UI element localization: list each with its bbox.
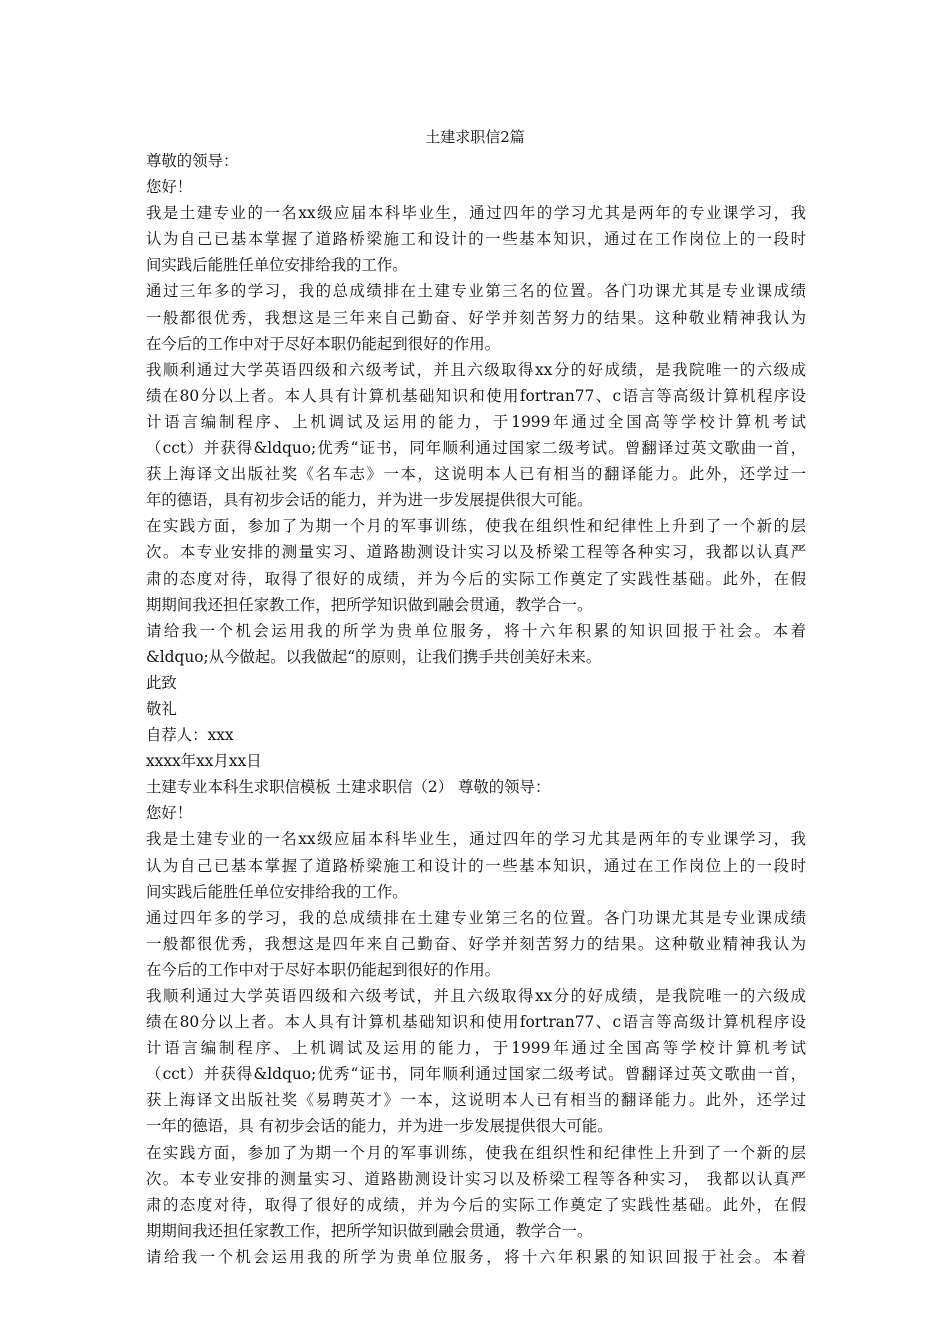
text-line: 绩在80分以上者。本人具有计算机基础知识和使用fortran77、c语言等高级计算机程序设: [146, 1013, 806, 1032]
text-line: 此致: [146, 673, 177, 692]
text-line: （cct）并获得&ldquo;优秀“证书，同年顺利通过国家二级考试。曾翻译过英文歌曲一首，: [146, 1065, 806, 1084]
text-line: 肃的态度对待，取得了很好的成绩，并为今后的实际工作奠定了实践性基础。此外，在假: [146, 569, 806, 588]
text-line: 次。本专业安排的测量实习、道路勘测设计实习以及桥梁工程等各种实习， 我都以认真严: [146, 1169, 806, 1188]
text-line: 自荐人：xxx: [146, 726, 234, 745]
text-line: 在实践方面，参加了为期一个月的军事训练，使我在组织性和纪律性上升到了一个新的层: [146, 517, 806, 536]
text-line: 间实践后能胜任单位安排给我的工作。: [146, 256, 408, 275]
text-line: 在今后的工作中对于尽好本职仍能起到很好的作用。: [146, 960, 500, 979]
text-line: 获上海译文出版社奖《易聘英才》一本，这说明本人已有相当的翻译能力。此外，还学过: [146, 1091, 806, 1110]
text-line: 在今后的工作中对于尽好本职仍能起到很好的作用。: [146, 334, 500, 353]
text-line: （cct）并获得&ldquo;优秀“证书，同年顺利通过国家二级考试。曾翻译过英文歌曲一首，: [146, 439, 806, 458]
text-line: 土建专业本科生求职信模板 土建求职信（2） 尊敬的领导：: [146, 778, 551, 797]
text-line: 尊敬的领导：: [146, 152, 239, 170]
text-line: 肃的态度对待，取得了很好的成绩，并为今后的实际工作奠定了实践性基础。此外，在假: [146, 1195, 806, 1214]
text-line: 通过四年多的学习，我的总成绩排在土建专业第三名的位置。各门功课尤其是专业课成绩: [146, 908, 806, 927]
text-line: 次。本专业安排的测量实习、道路勘测设计实习以及桥梁工程等各种实习，我都以认真严: [146, 543, 806, 562]
text-line: 请给我一个机会运用我的所学为贵单位服务，将十六年积累的知识回报于社会。本着: [146, 1247, 806, 1266]
text-line: 敬礼: [146, 699, 177, 718]
text-line: 计语言编制程序、上机调试及运用的能力，于1999年通过全国高等学校计算机考试: [146, 1039, 806, 1058]
text-line: &ldquo;从今做起。以我做起“的原则，让我们携手共创美好未来。: [146, 647, 602, 666]
text-line: 计语言编制程序、上机调试及运用的能力，于1999年通过全国高等学校计算机考试: [146, 412, 806, 431]
text-line: 一年的德语，具 有初步会话的能力，并为进一步发展提供很大可能。: [146, 1117, 613, 1136]
text-line: 您好！: [146, 804, 193, 823]
text-line: 通过三年多的学习，我的总成绩排在土建专业第三名的位置。各门功课尤其是专业课成绩: [146, 282, 806, 301]
text-line: 我是土建专业的一名xx级应届本科毕业生，通过四年的学习尤其是两年的专业课学习，我: [146, 204, 806, 223]
text-line: xxxx年xx月xx日: [146, 752, 262, 771]
text-line: 期期间我还担任家教工作，把所学知识做到融会贯通，教学合一。: [146, 1221, 593, 1240]
text-line: 我顺利通过大学英语四级和六级考试，并且六级取得xx分的好成绩，是我院唯一的六级成: [146, 360, 806, 379]
text-line: 认为自己已基本掌握了道路桥梁施工和设计的一些基本知识，通过在工作岗位上的一段时: [146, 230, 806, 249]
text-line: 一般都很优秀，我想这是四年来自己勤奋、好学并刻苦努力的结果。这种敬业精神我认为: [146, 934, 806, 953]
text-line: 年的德语，具有初步会话的能力，并为进一步发展提供很大可能。: [146, 491, 593, 510]
text-line: 您好！: [146, 178, 193, 197]
text-line: 期期间我还担任家教工作，把所学知识做到融会贯通，教学合一。: [146, 595, 593, 614]
document-body: [146, 148, 806, 1270]
text-line: 我是土建专业的一名xx级应届本科毕业生，通过四年的学习尤其是两年的专业课学习，我: [146, 830, 806, 849]
text-line: 绩在80分以上者。本人具有计算机基础知识和使用fortran77、c语言等高级计算机程序设: [146, 386, 806, 405]
text-line: 在实践方面，参加了为期一个月的军事训练，使我在组织性和纪律性上升到了一个新的层: [146, 1143, 806, 1162]
text-line: 请给我一个机会运用我的所学为贵单位服务，将十六年积累的知识回报于社会。本着: [146, 621, 806, 640]
text-line: 间实践后能胜任单位安排给我的工作。: [146, 882, 408, 901]
text-line: 认为自己已基本掌握了道路桥梁施工和设计的一些基本知识，通过在工作岗位上的一段时: [146, 856, 806, 875]
text-line: 一般都很优秀，我想这是三年来自己勤奋、好学并刻苦努力的结果。这种敬业精神我认为: [146, 308, 806, 327]
document-title: 土建求职信2篇: [425, 128, 525, 146]
text-line: 我顺利通过大学英语四级和六级考试，并且六级取得xx分的好成绩，是我院唯一的六级成: [146, 987, 806, 1005]
text-line: 获上海译文出版社奖《名车志》一本，这说明本人已有相当的翻译能力。此外，还学过一: [146, 465, 806, 484]
